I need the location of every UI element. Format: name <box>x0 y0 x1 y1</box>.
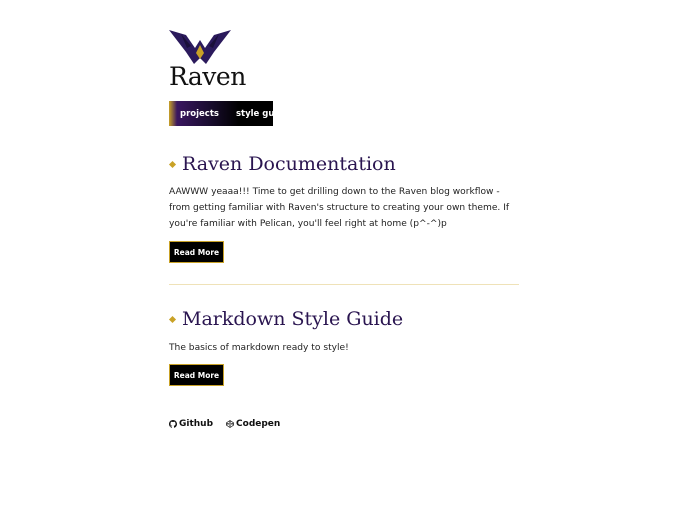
diamond-bullet-icon <box>169 160 176 167</box>
post-title-markdown-style-guide[interactable] <box>169 308 403 330</box>
github-link[interactable] <box>169 419 213 429</box>
post-divider <box>169 284 519 285</box>
footer-links <box>169 419 280 429</box>
codepen-link[interactable] <box>226 419 280 429</box>
nav-item-projects[interactable]: projects <box>180 108 219 119</box>
read-more-button[interactable]: Read More <box>169 364 224 386</box>
post-excerpt: AAWWW yeaaa!!! Time to get drilling down to the Raven blog workflow - from getting familiar with Raven's structure to creating your own theme. If you're familiar with Pelican, you'll feel right at home (p^-^)p <box>169 187 510 229</box>
post-title-text[interactable]: Raven Documentation <box>182 153 396 175</box>
codepen-link-label: Codepen <box>236 419 281 429</box>
diamond-bullet-icon <box>169 315 176 322</box>
post-title-raven-documentation[interactable] <box>169 153 396 175</box>
raven-logo-icon[interactable] <box>169 28 231 64</box>
post-excerpt: The basics of markdown ready to style! <box>169 343 349 353</box>
post-title-text[interactable]: Markdown Style Guide <box>182 308 404 330</box>
github-icon <box>169 420 177 428</box>
github-link-label: Github <box>179 419 214 429</box>
read-more-button[interactable]: Read More <box>169 241 224 263</box>
main-nav <box>169 101 290 126</box>
site-title[interactable]: Raven <box>169 62 246 91</box>
nav-item-style-guide[interactable]: style guide <box>235 108 290 119</box>
codepen-icon <box>226 420 234 428</box>
